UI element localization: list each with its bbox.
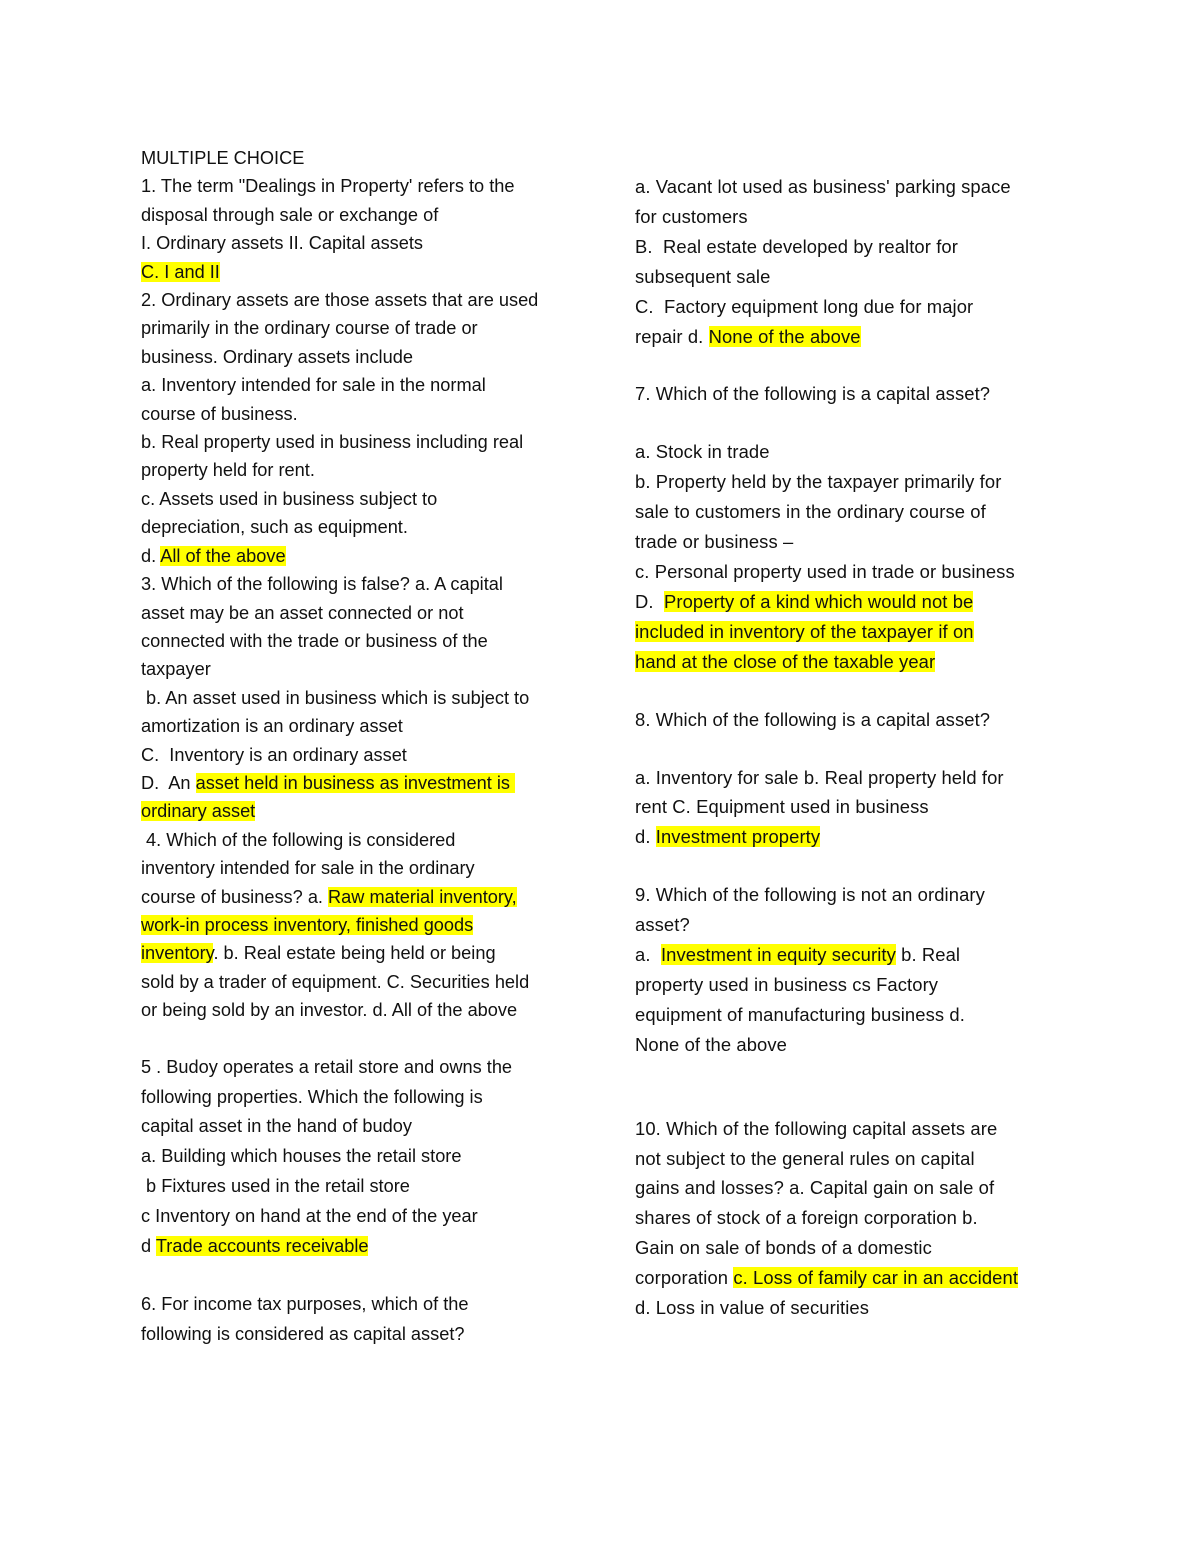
question-text: 6. For income tax purposes, which of the: [141, 1293, 469, 1314]
option-text: trade or business –: [635, 531, 794, 553]
question-text: 9. Which of the following is not an ordinary: [635, 884, 985, 906]
option-text: a. Vacant lot used as business' parking space: [635, 176, 1011, 197]
question-text: asset may be an asset connected or not: [141, 602, 464, 623]
question-text: 2. Ordinary assets are those assets that are used: [141, 290, 539, 311]
question-3: [141, 570, 581, 826]
option-text: b Fixtures used in the retail store: [141, 1176, 410, 1197]
spacer: [141, 1262, 581, 1290]
highlighted-answer: C. I and II: [141, 261, 220, 282]
question-text: taxpayer: [141, 659, 211, 680]
spacer: [635, 852, 1075, 880]
question-text: inventory intended for sale in the ordinary: [141, 858, 475, 879]
highlighted-answer: Investment property: [655, 826, 821, 848]
question-text: 10. Which of the following capital assets are: [635, 1117, 998, 1139]
option-text: equipment of manufacturing business d.: [635, 1003, 965, 1025]
question-text: business. Ordinary assets include: [141, 346, 413, 367]
option-text: c. Personal property used in trade or business: [635, 560, 1015, 582]
option-text: a. Inventory intended for sale in the normal: [141, 375, 486, 396]
option-prefix: d.: [635, 826, 656, 848]
question-text: 4. Which of the following is considered: [141, 829, 456, 850]
option-text: b. Real property used in business including real: [141, 432, 524, 453]
option-text: C. Inventory is an ordinary asset: [141, 744, 407, 765]
option-text: b. Real: [895, 944, 961, 966]
option-text: or being sold by an investor. d. All of the above: [141, 1000, 518, 1021]
page-heading: MULTIPLE CHOICE: [141, 148, 305, 168]
question-6: [141, 1290, 581, 1350]
option-text: a. Building which houses the retail store: [141, 1146, 462, 1167]
question-text: capital asset in the hand of budoy: [141, 1116, 412, 1137]
question-4: [141, 826, 581, 1025]
question-1: [141, 172, 581, 286]
question-text: I. Ordinary assets II. Capital assets: [141, 233, 424, 254]
highlighted-answer: Trade accounts receivable: [155, 1236, 369, 1257]
question-text: gains and losses? a. Capital gain on sale of: [635, 1177, 995, 1199]
option-text: b. An asset used in business which is subject to: [141, 687, 530, 708]
option-text: amortization is an ordinary asset: [141, 716, 403, 737]
right-column: [635, 172, 1075, 1323]
highlighted-answer: included in inventory of the taxpayer if on: [635, 620, 974, 642]
left-column: [141, 144, 581, 1350]
option-text: property used in business cs Factory: [635, 973, 939, 995]
question-text: connected with the trade or business of the: [141, 630, 488, 651]
highlighted-answer: work-in process inventory, finished goods: [141, 914, 474, 935]
option-text: None of the above: [635, 1033, 788, 1055]
spacer: [635, 735, 1075, 763]
option-prefix: corporation: [635, 1267, 734, 1289]
option-text: B. Real estate developed by realtor for: [635, 235, 958, 257]
highlighted-answer: Investment in equity security: [660, 944, 896, 966]
question-8: [635, 705, 1075, 853]
question-text: Gain on sale of bonds of a domestic: [635, 1237, 932, 1259]
question-7: [635, 379, 1075, 676]
question-6-options: [635, 172, 1075, 351]
spacer: [635, 1060, 1075, 1114]
option-text: c. Assets used in business subject to: [141, 488, 438, 509]
option-text: rent C. Equipment used in business: [635, 796, 929, 818]
option-text: . b. Real estate being held or being: [213, 943, 496, 964]
question-text: course of business? a.: [141, 886, 329, 907]
spacer: [141, 1025, 581, 1053]
question-text: 1. The term "Dealings in Property' refers to the: [141, 176, 515, 197]
option-text: a. Inventory for sale b. Real property held for: [635, 766, 1004, 788]
option-prefix: d: [141, 1236, 156, 1257]
highlighted-answer: c. Loss of family car in an accident: [733, 1267, 1019, 1289]
question-10: [635, 1114, 1075, 1323]
option-text: for customers: [635, 205, 748, 227]
option-text: subsequent sale: [635, 265, 771, 287]
highlighted-answer: All of the above: [160, 545, 286, 566]
highlighted-answer: asset held in business as investment is: [195, 772, 516, 793]
highlighted-answer: Property of a kind which would not be: [664, 590, 974, 612]
question-text: 8. Which of the following is a capital asset?: [635, 708, 991, 730]
option-text: depreciation, such as equipment.: [141, 517, 408, 538]
question-9: [635, 880, 1075, 1059]
option-prefix: D.: [635, 590, 665, 612]
highlighted-answer: None of the above: [708, 325, 861, 347]
question-text: asset?: [635, 914, 690, 936]
option-text: C. Factory equipment long due for major: [635, 295, 974, 317]
option-text: course of business.: [141, 403, 298, 424]
question-text: disposal through sale or exchange of: [141, 204, 439, 225]
option-text: property held for rent.: [141, 460, 315, 481]
option-text: sold by a trader of equipment. C. Securities held: [141, 971, 530, 992]
option-prefix: D. An: [141, 772, 196, 793]
option-prefix: repair d.: [635, 325, 709, 347]
question-2: [141, 286, 581, 570]
option-text: d. Loss in value of securities: [635, 1297, 870, 1319]
question-text: following properties. Which the following is: [141, 1086, 483, 1107]
highlighted-answer: ordinary asset: [141, 801, 256, 822]
highlighted-answer: Raw material inventory,: [328, 886, 517, 907]
highlighted-answer: inventory: [141, 943, 214, 964]
option-text: c Inventory on hand at the end of the year: [141, 1206, 478, 1227]
option-text: a. Stock in trade: [635, 441, 770, 463]
spacer: [635, 677, 1075, 705]
spacer: [635, 409, 1075, 437]
question-5: [141, 1053, 581, 1262]
option-text: sale to customers in the ordinary course of: [635, 501, 986, 523]
option-text: b. Property held by the taxpayer primarily for: [635, 471, 1002, 493]
option-prefix: d.: [141, 545, 161, 566]
option-prefix: a.: [635, 944, 661, 966]
question-text: shares of stock of a foreign corporation b.: [635, 1207, 978, 1229]
question-text: 7. Which of the following is a capital asset?: [635, 383, 991, 405]
question-text: primarily in the ordinary course of trade or: [141, 318, 478, 339]
question-text: 3. Which of the following is false? a. A capital: [141, 574, 503, 595]
question-text: not subject to the general rules on capital: [635, 1147, 975, 1169]
question-text: 5 . Budoy operates a retail store and owns the: [141, 1056, 513, 1077]
highlighted-answer: hand at the close of the taxable year: [635, 650, 936, 672]
spacer: [635, 351, 1075, 379]
question-text: following is considered as capital asset?: [141, 1323, 465, 1344]
